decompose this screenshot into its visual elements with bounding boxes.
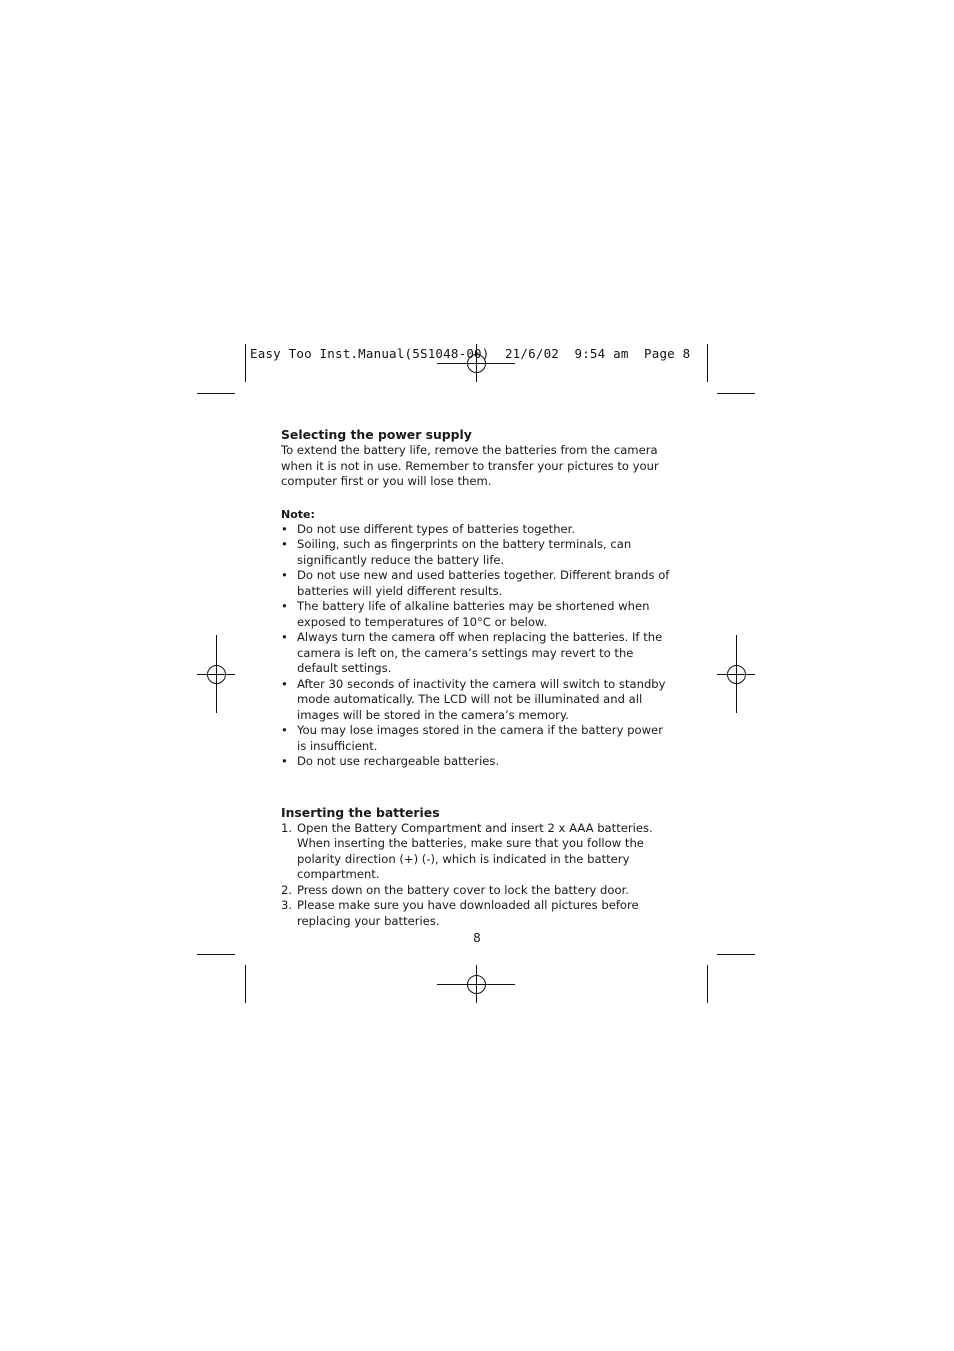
print-slug-line: Easy Too Inst.Manual(5S1048-00) 21/6/02 9:54 am Page 8	[250, 346, 691, 361]
list-item: • After 30 seconds of inactivity the camera will switch to standby mode automatically. The LCD will not be illuminated and all images will be stored in the camera’s memory.	[281, 676, 666, 722]
list-item: • Do not use rechargeable batteries.	[281, 754, 500, 768]
crop-mark-bottom-right-horizontal	[717, 954, 755, 955]
list-item: • The battery life of alkaline batteries may be shortened when exposed to temperatures of 10°C or below.	[281, 599, 650, 629]
list-item: 3. Please make sure you have downloaded all pictures before replacing your batteries.	[281, 898, 639, 928]
crop-mark-top-left-vertical	[245, 344, 246, 382]
crop-mark-bottom-right-vertical	[707, 965, 708, 1003]
list-item: • Do not use new and used batteries together. Different brands of batteries will yield different results.	[281, 568, 670, 598]
crop-mark-top-right-horizontal	[717, 393, 755, 394]
page-number: 8	[473, 931, 481, 945]
note-heading: Note:	[281, 507, 315, 521]
note-list	[281, 522, 673, 770]
crop-mark-top-left-horizontal	[197, 393, 235, 394]
page-content	[281, 426, 673, 929]
list-item: 1. Open the Battery Compartment and insert 2 x AAA batteries. When inserting the batteries, make sure that you follow the polarity direction (+) (-), which is indicated in the battery compartment.	[281, 820, 653, 881]
section-title-power-supply: Selecting the power supply	[281, 427, 472, 442]
crop-mark-top-right-vertical	[707, 344, 708, 382]
list-item: • Always turn the camera off when replacing the batteries. If the camera is left on, the camera’s settings may revert to the default settings.	[281, 630, 663, 675]
crop-mark-bottom-left-vertical	[245, 965, 246, 1003]
list-item: • Do not use different types of batteries together.	[281, 521, 576, 536]
list-item: 2. Press down on the battery cover to lock the battery door.	[281, 882, 629, 897]
list-item: • Soiling, such as fingerprints on the battery terminals, can significantly reduce the battery life.	[281, 537, 632, 567]
power-supply-intro: To extend the battery life, remove the batteries from the camera when it is not in use. Remember to transfer your pictures to your computer first or you will lose them.	[281, 443, 659, 488]
crop-mark-bottom-left-horizontal	[197, 954, 235, 955]
steps-list	[281, 821, 673, 930]
section-title-inserting-batteries: Inserting the batteries	[281, 804, 440, 820]
list-item: • You may lose images stored in the camera if the battery power is insufficient.	[281, 723, 663, 753]
